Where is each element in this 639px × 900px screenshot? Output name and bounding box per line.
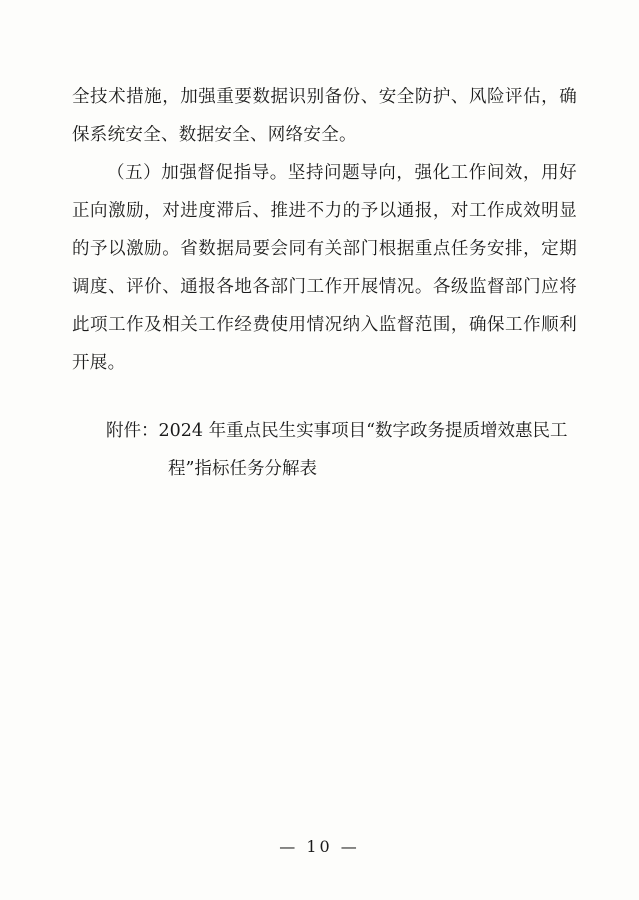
attachment-line-1: 附件：2024 年重点民生实事项目“数字政务提质增效惠民工 — [106, 421, 568, 441]
paragraph-continuation: 全技术措施，加强重要数据识别备份、安全防护、风险评估，确保系统安全、数据安全、网络安全。 — [72, 87, 577, 145]
page-number: — 10 — — [279, 837, 360, 856]
attachment-note — [72, 412, 577, 488]
attachment-line-2: 程”指标任务分解表 — [168, 459, 317, 479]
paragraph-section-five: （五）加强督促指导。坚持问题导向，强化工作间效，用好正向激励，对进度滞后、推进不力的予以通报，对工作成效明显的予以激励。省数据局要会同有关部门根据重点任务安排，定期调度、评价、通报各地各部门工作开展情况。各级监督部门应将此项工作及相关工作经费使用情况纳入监督范围，确保工作顺利开展。 — [72, 163, 577, 373]
document-body — [72, 78, 577, 382]
